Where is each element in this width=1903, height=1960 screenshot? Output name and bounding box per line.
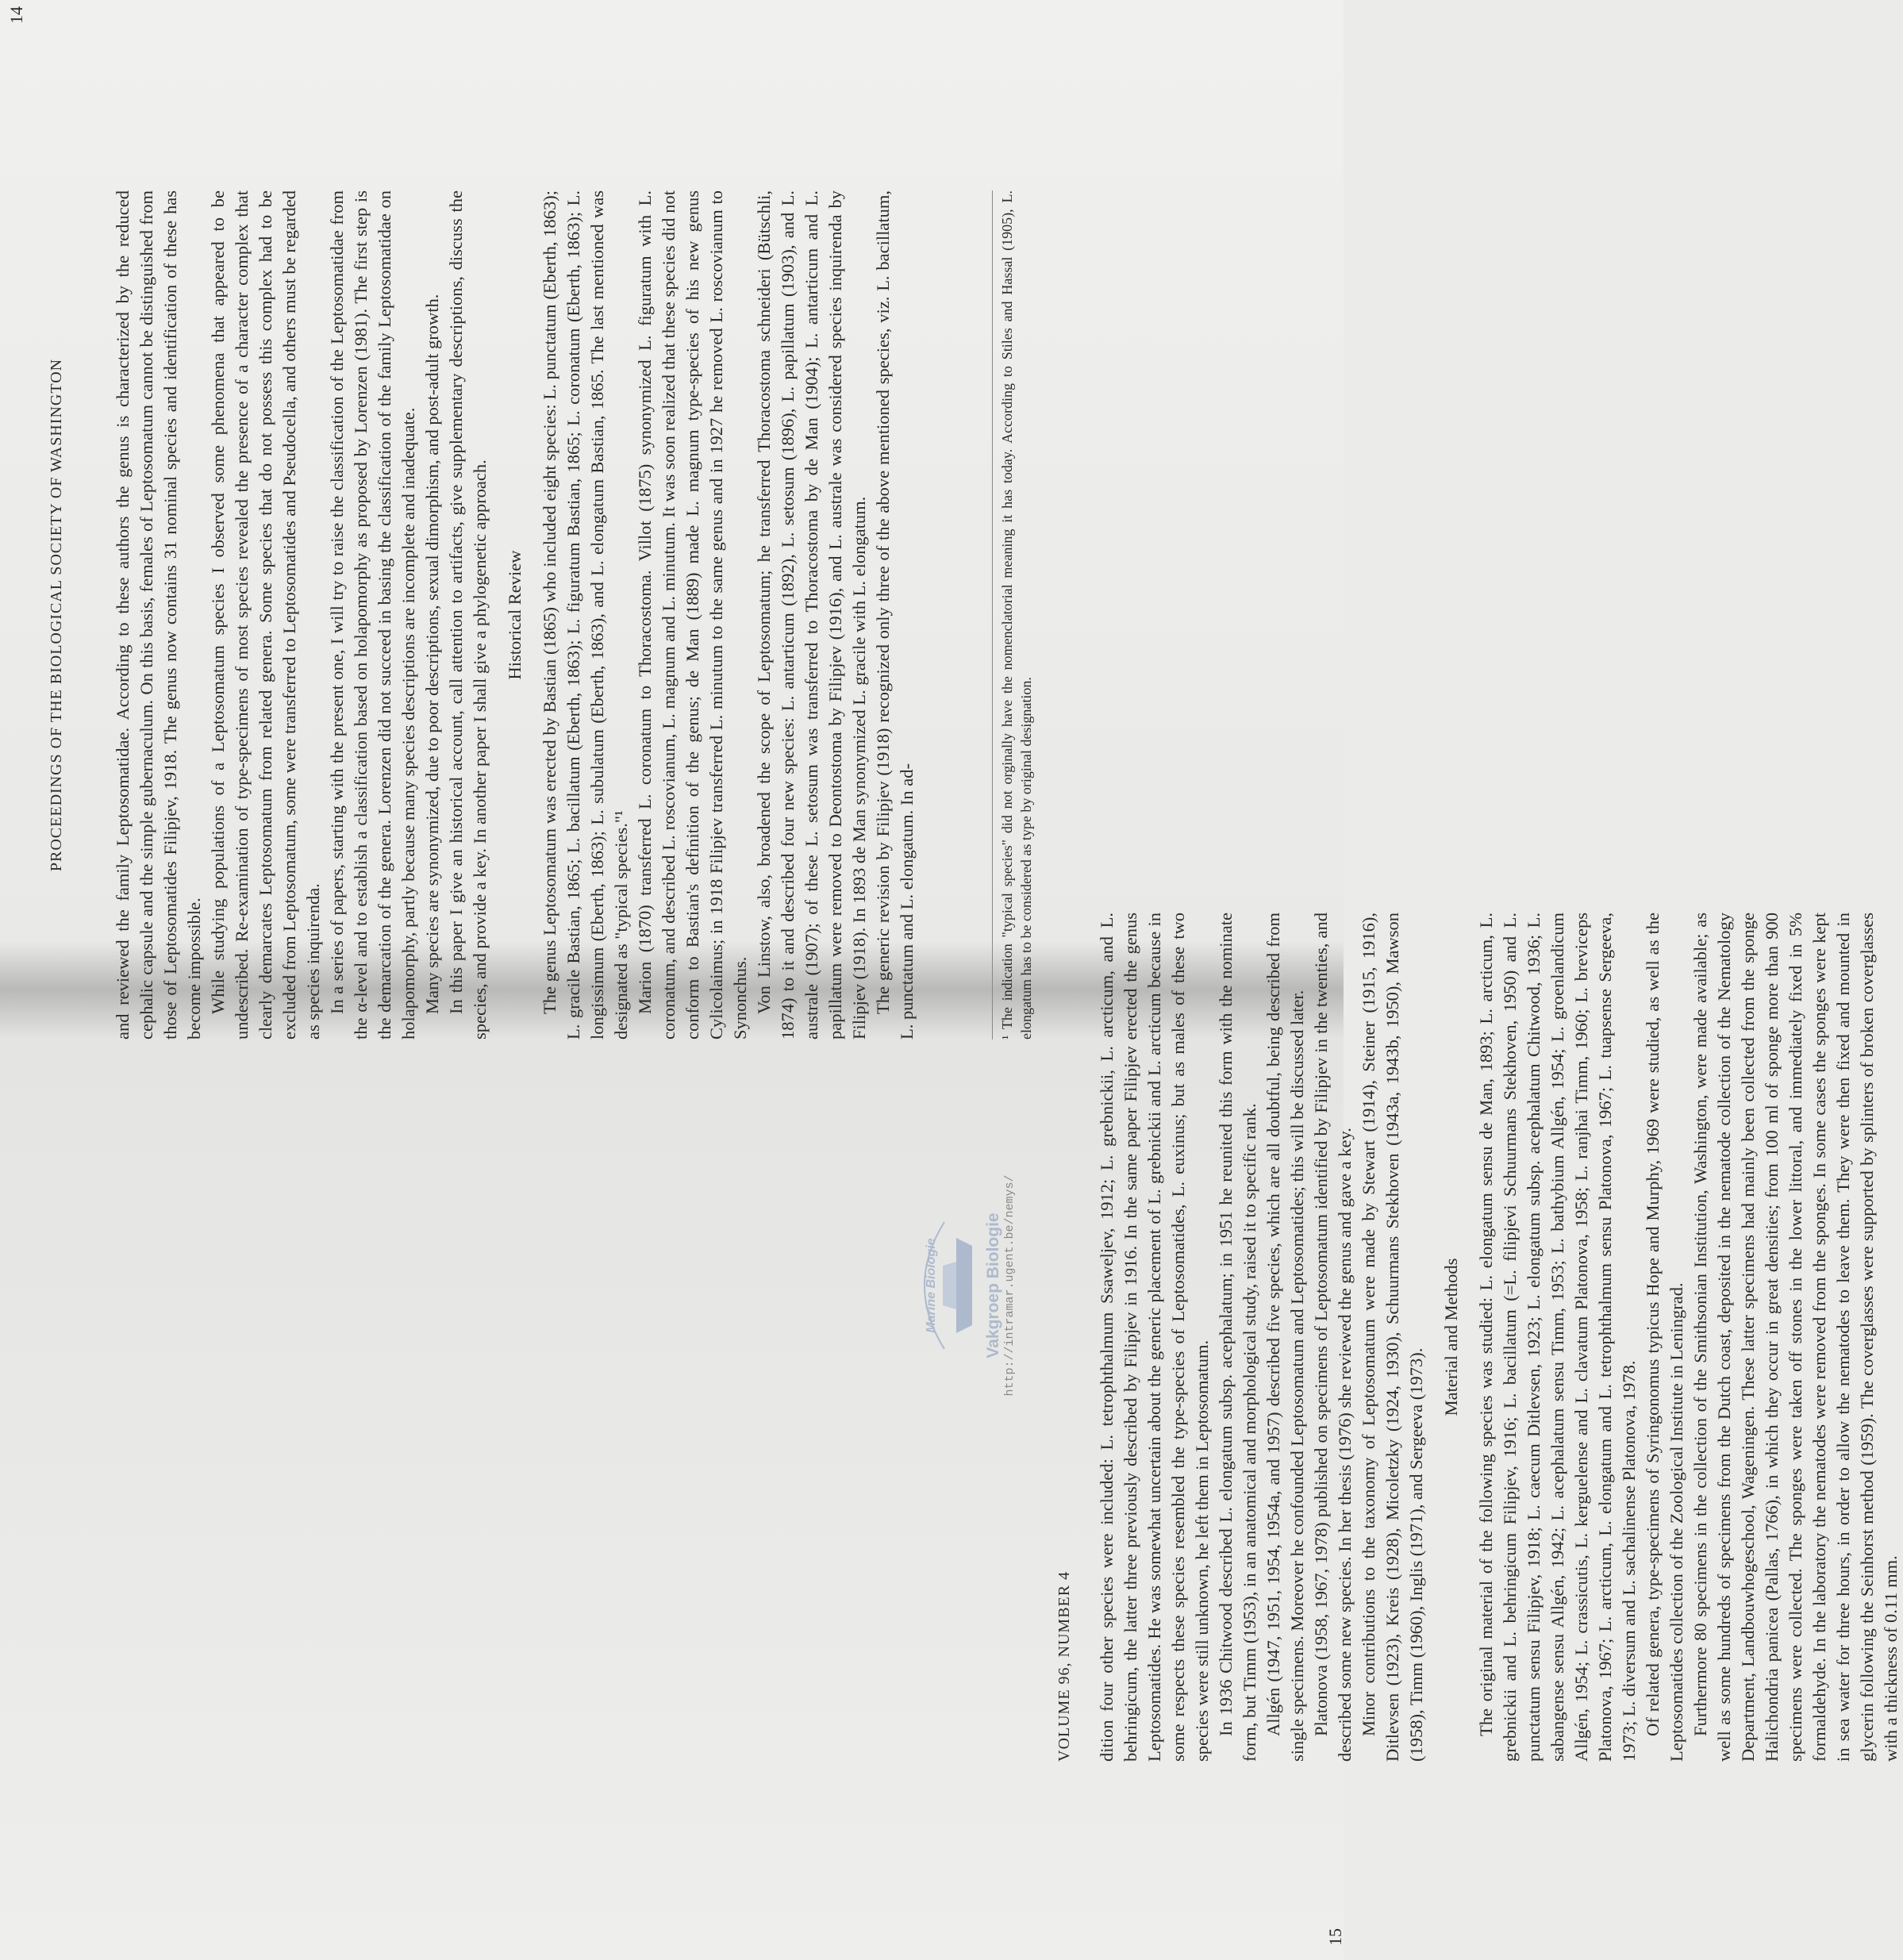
paragraph: In this paper I give an historical account, call attention to artifacts, give supplementary descriptions, discuss the species, and provide a key. In another paper I shall give a phylogenetic approach. xyxy=(446,190,490,1040)
paragraph: The original material of the following species was studied: L. elongatum sensu de Man, 1893; L. arcticum, L. grebnickii and L. behringicum Filipjev, 1916; L. bacillatum (=L. filipjevi Schuurmans Stekhoven, 1950) and L. punctatum sensu Filipjev, 1918; L. caecum Ditlevsen, 1923; L. elongatum subsp. acephalatum Chitwood, 1936; L. sabangense sensu Allgén, 1942; L. acephalatum sensu Timm, 1953; L. bathybium Allgén, 1954; L. groenlandicum Allgén, 1954; L. crassicutis, L. kerguelense and L. clavatum Platonova, 1958; L. ranjhai Timm, 1960; L. breviceps Platonova, 1967; L. arcticum, L. elongatum and L. tetrophthalmum sensu Platonova, 1967; L. tuapsense Sergeeva, 1973; L. diversum and L. sachalinense Platonova, 1978. xyxy=(1476,913,1639,1762)
paragraph: dition four other species were included: L. tetrophthalmum Ssaweljev, 1912; L. grebnickii, L. arcticum, and L. behringicum, the latter three previously described by Filipjev in 1916. In the same paper Filipjev erected the genus Leptosomatides. He was somewhat uncertain about the generic placement of L. grebnickii and L. arcticum because in some respects these species resembled the type-species of Leptosomatides, L. euxinus; but as males of these two species were still unknown, he left them in Leptosomatum. xyxy=(1097,913,1212,1762)
left-page-body xyxy=(111,190,919,1040)
paragraph: Platonova (1958, 1967, 1978) published on specimens of Leptosomatum identified by Filipjev in the twenties, and described some new species. In her thesis (1976) she reviewed the genus and gave a key. xyxy=(1311,913,1355,1762)
paragraph: The generic revision by Filipjev (1918) recognized only three of the above mentioned species, viz. L. bacillatum, L. punctatum and L. elongatum. In ad- xyxy=(873,190,917,1040)
section-heading-historical-review: Historical Review xyxy=(505,550,525,680)
paragraph: Marion (1870) transferred L. coronatum to Thoracostoma. Villot (1875) synonymized L. figuratum with L. coronatum, and described L. roscovianum, L. magnum and L. minutum. It was soon realized that these species did not conform to Bastian's definition of the genus; de Man (1889) made L. magnum type-species of his new genus Cylicolaimus; in 1918 Filipjev transferred L. minutum to the same genus and in 1927 he removed L. roscovianum to Synonchus. xyxy=(635,190,750,1040)
paragraph: Of related genera, type-specimens of Syringonomus typicus Hope and Murphy, 1969 were studied, as well as the Leptosomatides collection of the Zoological Institute in Leningrad. xyxy=(1643,913,1686,1762)
left-running-header: PROCEEDINGS OF THE BIOLOGICAL SOCIETY OF WASHINGTON xyxy=(48,358,65,872)
paragraph: Minor contributions to the taxonomy of Leptosomatum were made by Stewart (1914), Steiner (1915, 1916), Ditlevsen (1923), Kreis (1928), Micoletzky (1924, 1930), Schuurmans Stekhoven (1943a, 1943b, 1950), Mawson (1958), Timm (1960), Inglis (1971), and Sergeeva (1973). xyxy=(1359,913,1426,1762)
section-heading-material-and-methods: Material and Methods xyxy=(1441,1258,1461,1416)
paragraph: Many species are synonymized, due to poor descriptions, sexual dimorphism, and post-adult growth. xyxy=(422,294,442,1014)
right-page-number: 15 xyxy=(1325,1928,1345,1946)
paragraph: While studying populations of a Leptosomatum species I observed some phenomena that appeared to be undescribed. Re-examination of type-specimens of most species revealed the presence of a character complex that clearly demarcates Leptosomatum from related genera. Some species that do not possess this complex had to be excluded from Leptosomatum, some were transferred to Leptosomatides and Pseudocella, and others must be regarded as species inquirenda. xyxy=(208,190,323,1040)
ship-icon xyxy=(913,1206,984,1365)
watermark-url[interactable]: http://intramar.ugent.be/nemys/ xyxy=(1003,1174,1017,1397)
right-running-header: VOLUME 96, NUMBER 4 xyxy=(1055,1570,1073,1762)
paragraph: Von Linstow, also, broadened the scope of Leptosomatum; he transferred Thoracostoma schneideri (Bütschli, 1874) to it and described four new species: L. antarticum (1892), L. setosum (1896), L. papillatum (1903), and L. australe (1907); of these L. setosum was transferred to Thoracostoma by de Man (1904); L. antarticum and L. papillatum were removed to Deontostoma by Filipjev (1916), and L. australe was considered species inquirenda by Filipjev (1918). In 1893 de Man synonymized L. gracile with L. elongatum. xyxy=(754,190,869,1040)
paragraph: Allgén (1947, 1951, 1954, 1954a, and 1957) described five species, which are all doubtful, being described from single specimens. Moreover he confounded Leptosomatum and Leptosomatides; this will be discussed later. xyxy=(1263,913,1307,1762)
footnote: ¹ The indication "typical species" did not orginally have the nomenclatorial meaning it has today. According to Stiles and Hassal (1905), L. elongatum has to be considered as type by original designation. xyxy=(992,190,1036,1040)
watermark-arc-text: Marine Biologie xyxy=(925,1238,938,1333)
paragraph: In a series of papers, starting with the present one, I will try to raise the classification of the Leptosomatidae from the α-level and to establish a classification based on holapomorphy as proposed by Lorenzen (1981). The first step is the demarcation of the genera. Lorenzen did not succeed in basing the classification of the family Leptosomatidae on holapomorphy, partly because many species descriptions are incomplete and inadequate. xyxy=(327,190,418,1040)
watermark-group: Vakgroep Biologie xyxy=(984,1213,1002,1359)
paragraph: In 1936 Chitwood described L. elongatum subsp. acephalatum; in 1951 he reunited this form with the nominate form, but Timm (1953), in an anatomical and morphological study, raised it to specific rank. xyxy=(1216,913,1259,1762)
paragraph: Furthermore 80 specimens in the collection of the Smithsonian Institution, Washington, were made available; as well as some hundreds of specimens from the Dutch coast, deposited in the nematode collection of the Nematology Department, Landbouwhogeschool, Wageningen. These latter specimens had mainly been collected from the sponge Halichondria panicea (Pallas, 1766), in which they occur in great densities; from 100 ml of sponge more than 900 specimens were collected. The sponges were taken off stones in the lower littoral, and immediately fixed in 5% formaldehyde. In the laboratory the nematodes were removed from the sponges. In some cases the sponges were kept in sea water for three hours, in order to allow the nematodes to leave them. They were then fixed and mounted in glycerin following the Seinhorst method (1959). The coverglasses were supported by splinters of broken coverglasses with a thickness of 0.11 mm. xyxy=(1690,913,1901,1762)
left-page-number: 14 xyxy=(6,6,26,24)
right-page-body xyxy=(1095,913,1903,1762)
paragraph: and reviewed the family Leptosomatidae. According to these authors the genus is characterized by the reduced cephalic capsule and the simple gubernaculum. On this basis, females of Leptosomatum cannot be distinguished from those of Leptosomatides Filipjev, 1918. The genus now contains 31 nominal species and identification of these has become impossible. xyxy=(113,190,204,1040)
paragraph: The genus Leptosomatum was erected by Bastian (1865) who included eight species: L. punctatum (Eberth, 1863); L. gracile Bastian, 1865; L. bacillatum (Eberth, 1863); L. figuratum Bastian, 1865; L. coronatum (Eberth, 1863); L. longissimum (Eberth, 1863); L. subulatum (Eberth, 1863), and L. elongatum Bastian, 1865. The last mentioned was designated as "typical species."¹ xyxy=(540,190,631,1040)
watermark-logo xyxy=(913,1151,1071,1420)
